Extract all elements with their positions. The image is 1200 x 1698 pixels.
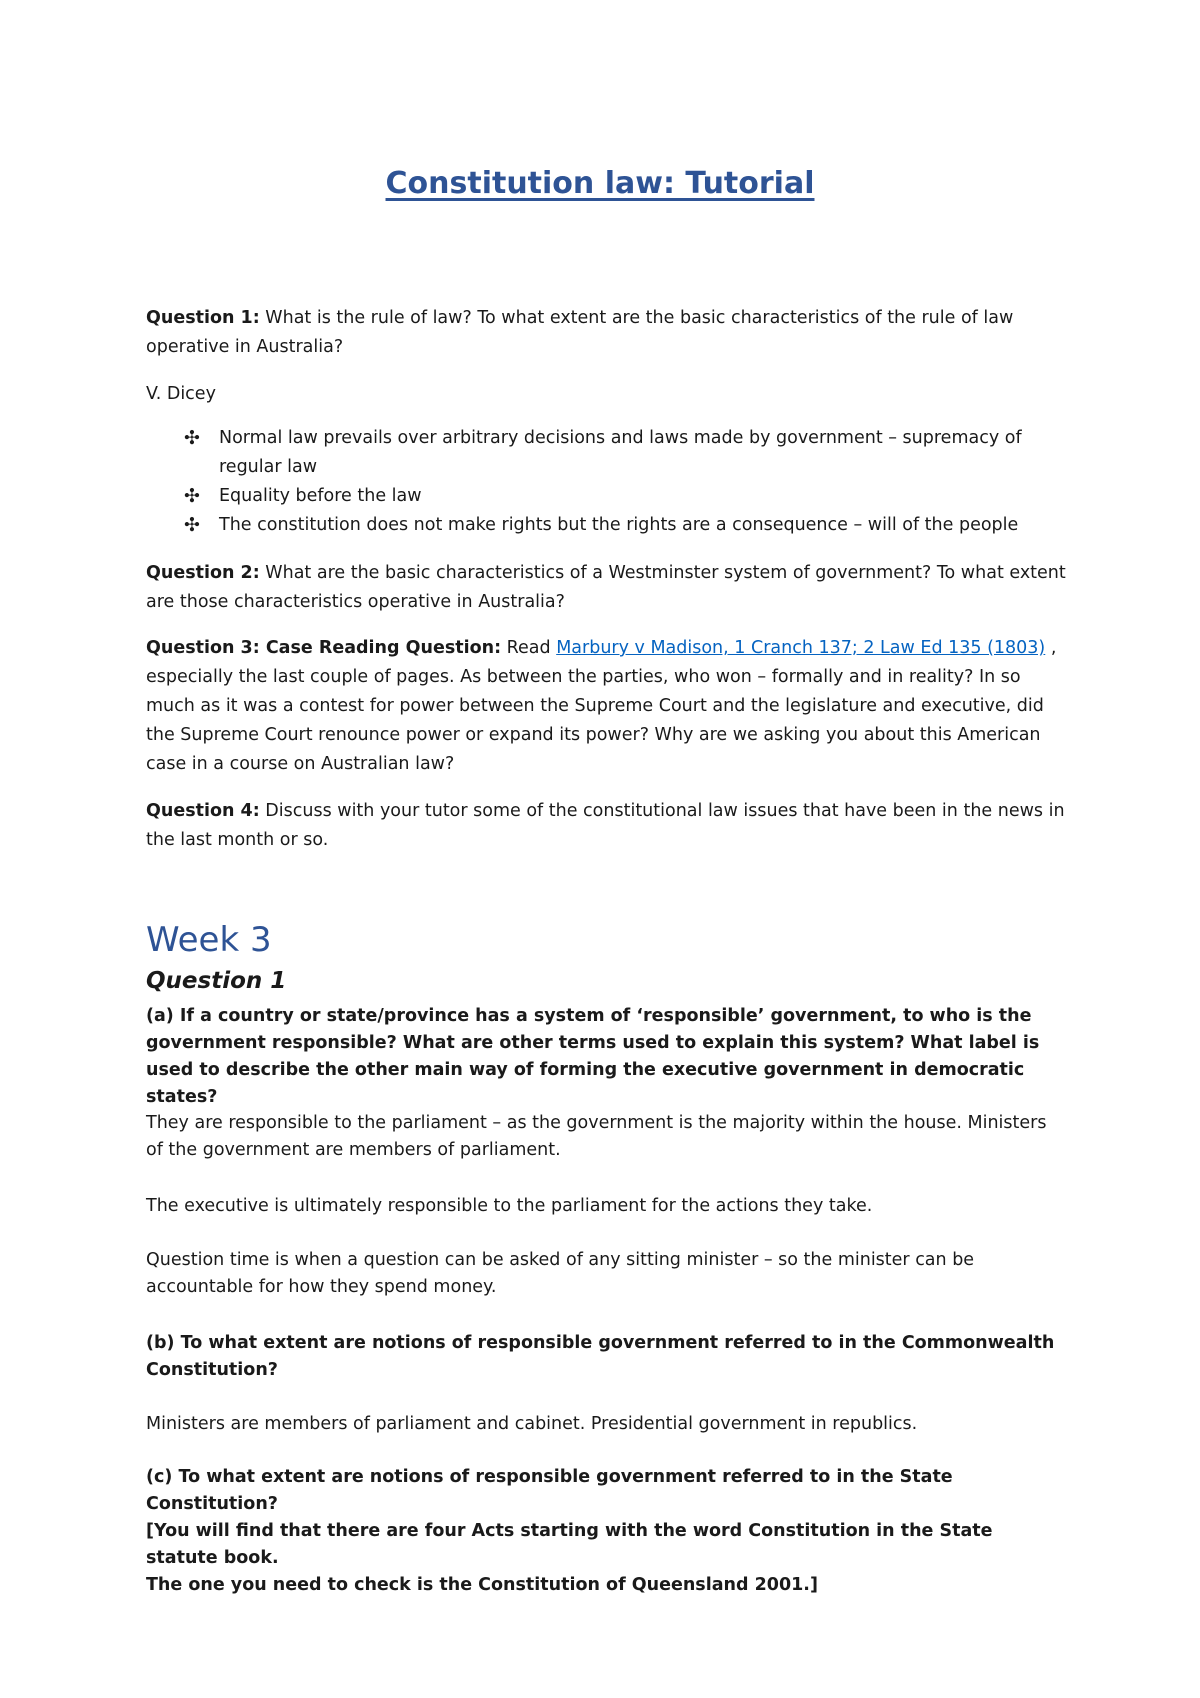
answer-a1: They are responsible to the parliament – as the government is the majority within the house. Ministers of the government are members of parliament.: [146, 1113, 1047, 1160]
bullet-item: ✣ The constitution does not make rights but the rights are a consequence – will of the people: [146, 511, 1066, 540]
bullet-item: ✣ Equality before the law: [146, 482, 1066, 511]
question-1-label: Question 1:: [146, 308, 260, 328]
dicey-text: V. Dicey: [146, 384, 216, 404]
answer-a2: The executive is ultimately responsible to the parliament for the actions they take.: [146, 1196, 873, 1216]
question-1-text: What is the rule of law? To what extent are the basic characteristics of the rule of law operative in Australia?: [146, 308, 1014, 357]
week-heading: Week 3: [146, 920, 272, 960]
question-2: [146, 559, 1066, 617]
answer-b: Ministers are members of parliament and cabinet. Presidential government in republics.: [146, 1414, 918, 1434]
question-3: Question 3: Case Reading Question: Read Marbury v Madison, 1 Cranch 137; 2 Law Ed 135 (1803) , especially the last couple of pages. As between the parties, who won – formally and in reality? In so much as it was a contest for power between the Supreme Court and the legislature and executive, did the Supreme Court renounce power or expand its power? Why are we asking you about this American case in a course on Australian law?: [146, 638, 1057, 774]
case-link[interactable]: Marbury v Madison, 1 Cranch 137; 2 Law Ed 135 (1803): [556, 638, 1046, 658]
bullet-item: ✣ Normal law prevails over arbitrary decisions and laws made by government – supremacy of regular law: [146, 424, 1066, 482]
question-1: [146, 304, 1066, 362]
part-c-text: (c) To what extent are notions of responsible government referred to in the State Constitution?: [146, 1467, 953, 1514]
part-b-text: (b) To what extent are notions of responsible government referred to in the Commonwealth Constitution?: [146, 1333, 1055, 1380]
answer-a3: Question time is when a question can be asked of any sitting minister – so the minister can be accountable for how they spend money.: [146, 1250, 975, 1297]
dicey-heading: [146, 380, 1066, 409]
part-a: [146, 1003, 1066, 1111]
bullet-cross-icon: ✣: [184, 514, 200, 536]
part-b: [146, 1330, 1066, 1384]
week-question-heading: Question 1: [146, 968, 287, 994]
bullet-cross-icon: ✣: [184, 485, 200, 507]
question-2-label: Question 2:: [146, 563, 260, 583]
question-4-text: Discuss with your tutor some of the constitutional law issues that have been in the news in the last month or so.: [146, 801, 1065, 850]
part-c: [146, 1464, 1066, 1599]
part-c-note-1: [You will find that there are four Acts starting with the word Constitution in the State statute book.: [146, 1521, 993, 1568]
page-title: Constitution law: Tutorial: [385, 166, 815, 201]
part-a-text: (a) If a country or state/province has a system of ‘responsible’ government, to who is the government responsible? What are other terms used to explain this system? What label is used to describe the other main way of forming the executive government in democratic states?: [146, 1006, 1040, 1107]
question-4: [146, 797, 1066, 855]
bullet-cross-icon: ✣: [184, 427, 200, 449]
question-4-label: Question 4:: [146, 801, 260, 821]
question-3-text: , especially the last couple of pages. As between the parties, who won – formally and in reality? In so much as it was a contest for power between the Supreme Court and the legislature and executive, did the Supreme Court renounce power or expand its power? Why are we asking you about this American case in a course on Australian law?: [146, 638, 1057, 774]
question-2-text: What are the basic characteristics of a Westminster system of government? To what extent are those characteristics operative in Australia?: [146, 563, 1066, 612]
question-3-label: Question 3: Case Reading Question:: [146, 638, 502, 658]
part-c-note-2: The one you need to check is the Constitution of Queensland 2001.]: [146, 1575, 818, 1595]
dicey-bullets: [146, 424, 1066, 540]
